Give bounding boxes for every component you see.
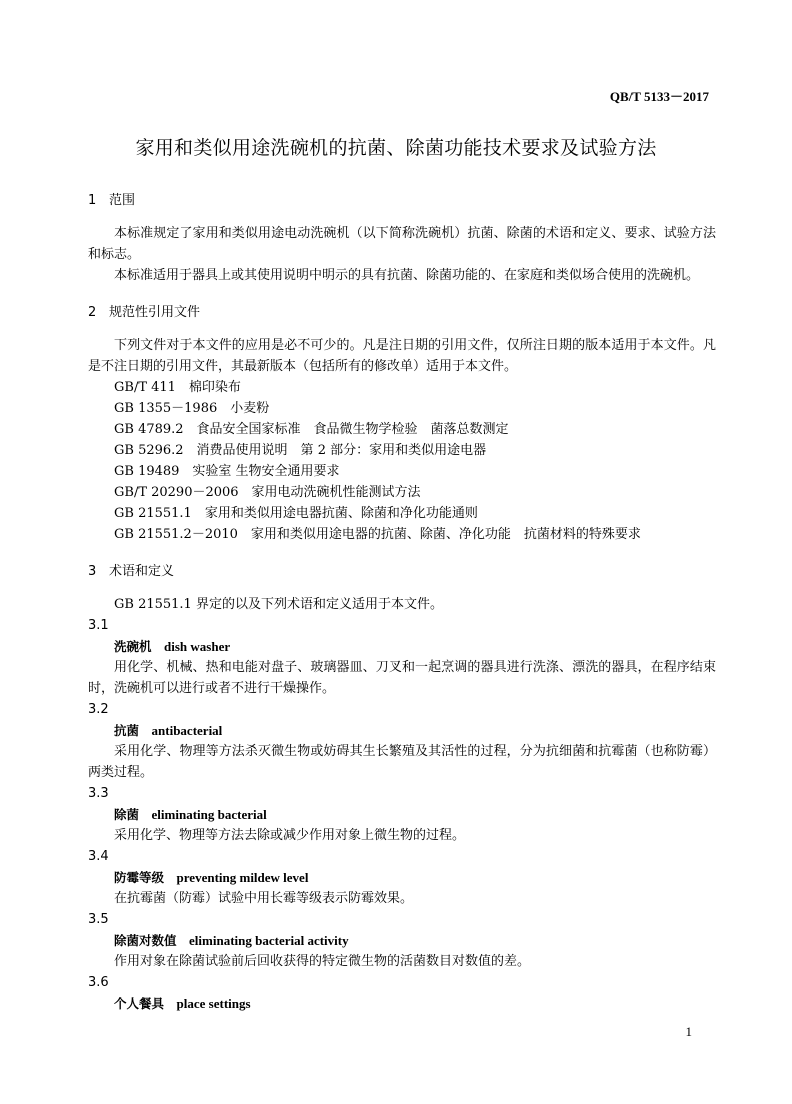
term-name-cn: 洗碗机	[114, 639, 152, 654]
page-number: 1	[685, 1024, 692, 1039]
term-entry	[88, 783, 716, 846]
term-number: 3.3	[88, 786, 109, 801]
section-scope	[88, 190, 716, 286]
term-name-cn: 除菌	[114, 807, 140, 822]
section-title: 术语和定义	[109, 564, 175, 579]
term-name-cn: 防霉等级	[114, 870, 165, 885]
document-title: 家用和类似用途洗碗机的抗菌、除菌功能技术要求及试验方法	[135, 137, 657, 159]
term-definition: 用化学、机械、热和电能对盘子、玻璃器皿、刀叉和一起烹调的器具进行洗涤、漂洗的器具，在程序结束时，洗碗机可以进行或者不进行干燥操作。	[88, 660, 716, 696]
term-definition: 采用化学、物理等方法去除或减少作用对象上微生物的过程。	[114, 828, 466, 843]
document-body	[88, 190, 716, 1024]
section-heading	[88, 302, 716, 323]
section-terms-definitions	[88, 561, 716, 1014]
standard-code: QB/T 5133－2017	[609, 89, 709, 104]
paragraph: 本标准适用于器具上或其使用说明中明示的具有抗菌、除菌功能的、在家庭和类似场合使用的洗碗机。	[114, 268, 700, 283]
term-name-cn: 抗菌	[114, 723, 140, 738]
term-number: 3.2	[88, 702, 109, 717]
term-name-en: eliminating bacterial activity	[189, 933, 349, 948]
term-name	[88, 993, 716, 1014]
section-heading	[88, 561, 716, 582]
paragraph: GB 21551.1 界定的以及下列术语和定义适用于本文件。	[114, 597, 443, 612]
term-definition: 在抗霉菌（防霉）试验中用长霉等级表示防霉效果。	[114, 891, 414, 906]
section-title: 规范性引用文件	[109, 305, 201, 320]
paragraph: 下列文件对于本文件的应用是必不可少的。凡是注日期的引用文件，仅所注日期的版本适用于本文件。凡是不注日期的引用文件，其最新版本（包括所有的修改单）适用于本文件。	[88, 338, 716, 374]
term-number: 3.6	[88, 975, 109, 990]
term-name-en: dish washer	[164, 639, 231, 654]
term-number: 3.1	[88, 618, 109, 633]
term-name-cn: 除菌对数值	[114, 933, 177, 948]
section-normative-references	[88, 302, 716, 545]
term-name	[88, 720, 716, 741]
reference-item: GB 1355－1986 小麦粉	[114, 401, 270, 416]
term-number: 3.4	[88, 849, 109, 864]
term-name-en: preventing mildew level	[176, 870, 309, 885]
term-name-en: antibacterial	[151, 723, 223, 738]
paragraph: 本标准规定了家用和类似用途电动洗碗机（以下简称洗碗机）抗菌、除菌的术语和定义、要求、试验方法和标志。	[88, 226, 716, 262]
reference-item: GB 4789.2 食品安全国家标准 食品微生物学检验 菌落总数测定	[114, 422, 509, 437]
reference-item: GB 5296.2 消费品使用说明 第 2 部分：家用和类似用途电器	[114, 443, 487, 458]
term-definition: 作用对象在除菌试验前后回收获得的特定微生物的活菌数目对数值的差。	[114, 954, 531, 969]
section-title: 范围	[109, 193, 136, 208]
term-name	[88, 804, 716, 825]
term-name	[88, 930, 716, 951]
term-name-en: eliminating bacterial	[151, 807, 267, 822]
term-name-cn: 个人餐具	[114, 996, 165, 1011]
term-name	[88, 636, 716, 657]
section-number: 2	[88, 305, 97, 320]
reference-item: GB 19489 实验室 生物安全通用要求	[114, 464, 340, 479]
section-number: 1	[88, 193, 97, 208]
term-entry	[88, 699, 716, 783]
term-name-en: place settings	[176, 996, 251, 1011]
term-entry	[88, 846, 716, 909]
reference-item: GB 21551.1 家用和类似用途电器抗菌、除菌和净化功能通则	[114, 506, 478, 521]
section-number: 3	[88, 564, 97, 579]
term-entry	[88, 909, 716, 972]
term-definition: 采用化学、物理等方法杀灭微生物或妨碍其生长繁殖及其活性的过程，分为抗细菌和抗霉菌（也称防霉）两类过程。	[88, 744, 716, 780]
term-name	[88, 867, 716, 888]
section-heading	[88, 190, 716, 211]
term-entry	[88, 615, 716, 699]
term-entry	[88, 972, 716, 1014]
term-number: 3.5	[88, 912, 109, 927]
reference-item: GB 21551.2－2010 家用和类似用途电器的抗菌、除菌、净化功能 抗菌材料的特殊要求	[114, 527, 641, 542]
reference-item: GB/T 411 棉印染布	[114, 380, 241, 395]
reference-item: GB/T 20290－2006 家用电动洗碗机性能测试方法	[114, 485, 421, 500]
